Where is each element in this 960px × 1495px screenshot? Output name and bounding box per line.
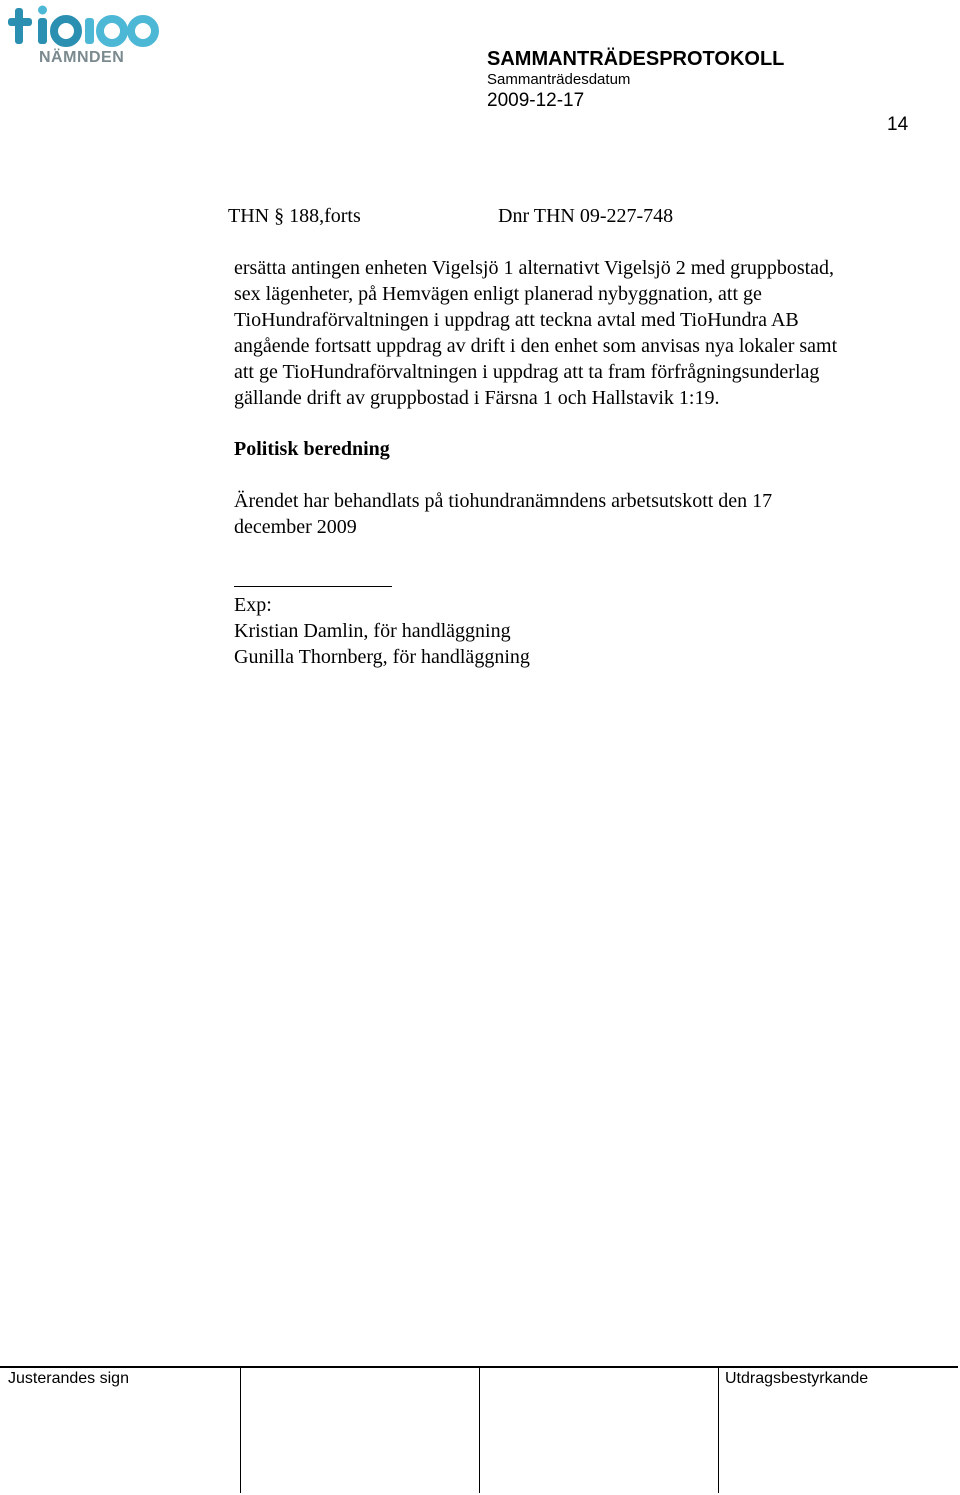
signature-divider: [718, 1367, 719, 1493]
paragraph-line: att ge TioHundraförvaltningen i uppdrag att ta fram förfrågningsunderlag: [234, 361, 820, 383]
utdragsbestyrkande-label: Utdragsbestyrkande: [725, 1370, 869, 1387]
section-reference: THN § 188,forts: [228, 205, 361, 227]
exp-label: Exp:: [234, 594, 272, 616]
paragraph-line: angående fortsatt uppdrag av drift i den enhet som anvisas nya lokaler samt: [234, 335, 838, 357]
logo-zero-2: [131, 19, 155, 43]
decision-paragraph: [234, 255, 934, 411]
document-title: SAMMANTRÄDESPROTOKOLL: [487, 48, 785, 70]
paragraph-line: ersätta antingen enheten Vigelsjö 1 alternativt Vigelsjö 2 med gruppbostad,: [234, 257, 835, 279]
distribution-list: [234, 592, 530, 670]
meeting-date-label: Sammanträdesdatum: [487, 71, 631, 88]
signature-divider: [240, 1367, 241, 1493]
logo-subtitle: NÄMNDEN: [39, 49, 125, 66]
distribution-item: Kristian Damlin, för handläggning: [234, 620, 511, 642]
logo-one: [85, 18, 94, 44]
paragraph-line: Ärendet har behandlats på tiohundranämndens arbetsutskott den 17: [234, 490, 773, 512]
logo-i-dot: [38, 6, 47, 15]
justerandes-sign-label: Justerandes sign: [8, 1370, 129, 1387]
dnr-reference: Dnr THN 09-227-748: [498, 205, 674, 227]
logo-zero-1: [100, 19, 124, 43]
logo-i-stem: [38, 18, 47, 44]
page-number: 14: [887, 114, 909, 135]
meeting-date: 2009-12-17: [487, 90, 585, 111]
paragraph-line: gällande drift av gruppbostad i Färsna 1 och Hallstavik 1:19.: [234, 387, 720, 409]
logo-o: [54, 19, 78, 43]
paragraph-line: TioHundraförvaltningen i uppdrag att teckna avtal med TioHundra AB: [234, 309, 799, 331]
paragraph-line: sex lägenheter, på Hemvägen enligt planerad nybyggnation, att ge: [234, 283, 762, 305]
distribution-item: Gunilla Thornberg, för handläggning: [234, 646, 530, 668]
separator-line: [234, 586, 392, 587]
logo-t-bar: [8, 18, 32, 26]
paragraph-line: december 2009: [234, 516, 357, 538]
preparation-paragraph: [234, 488, 772, 540]
section-heading: Politisk beredning: [234, 438, 390, 460]
signature-divider: [479, 1367, 480, 1493]
